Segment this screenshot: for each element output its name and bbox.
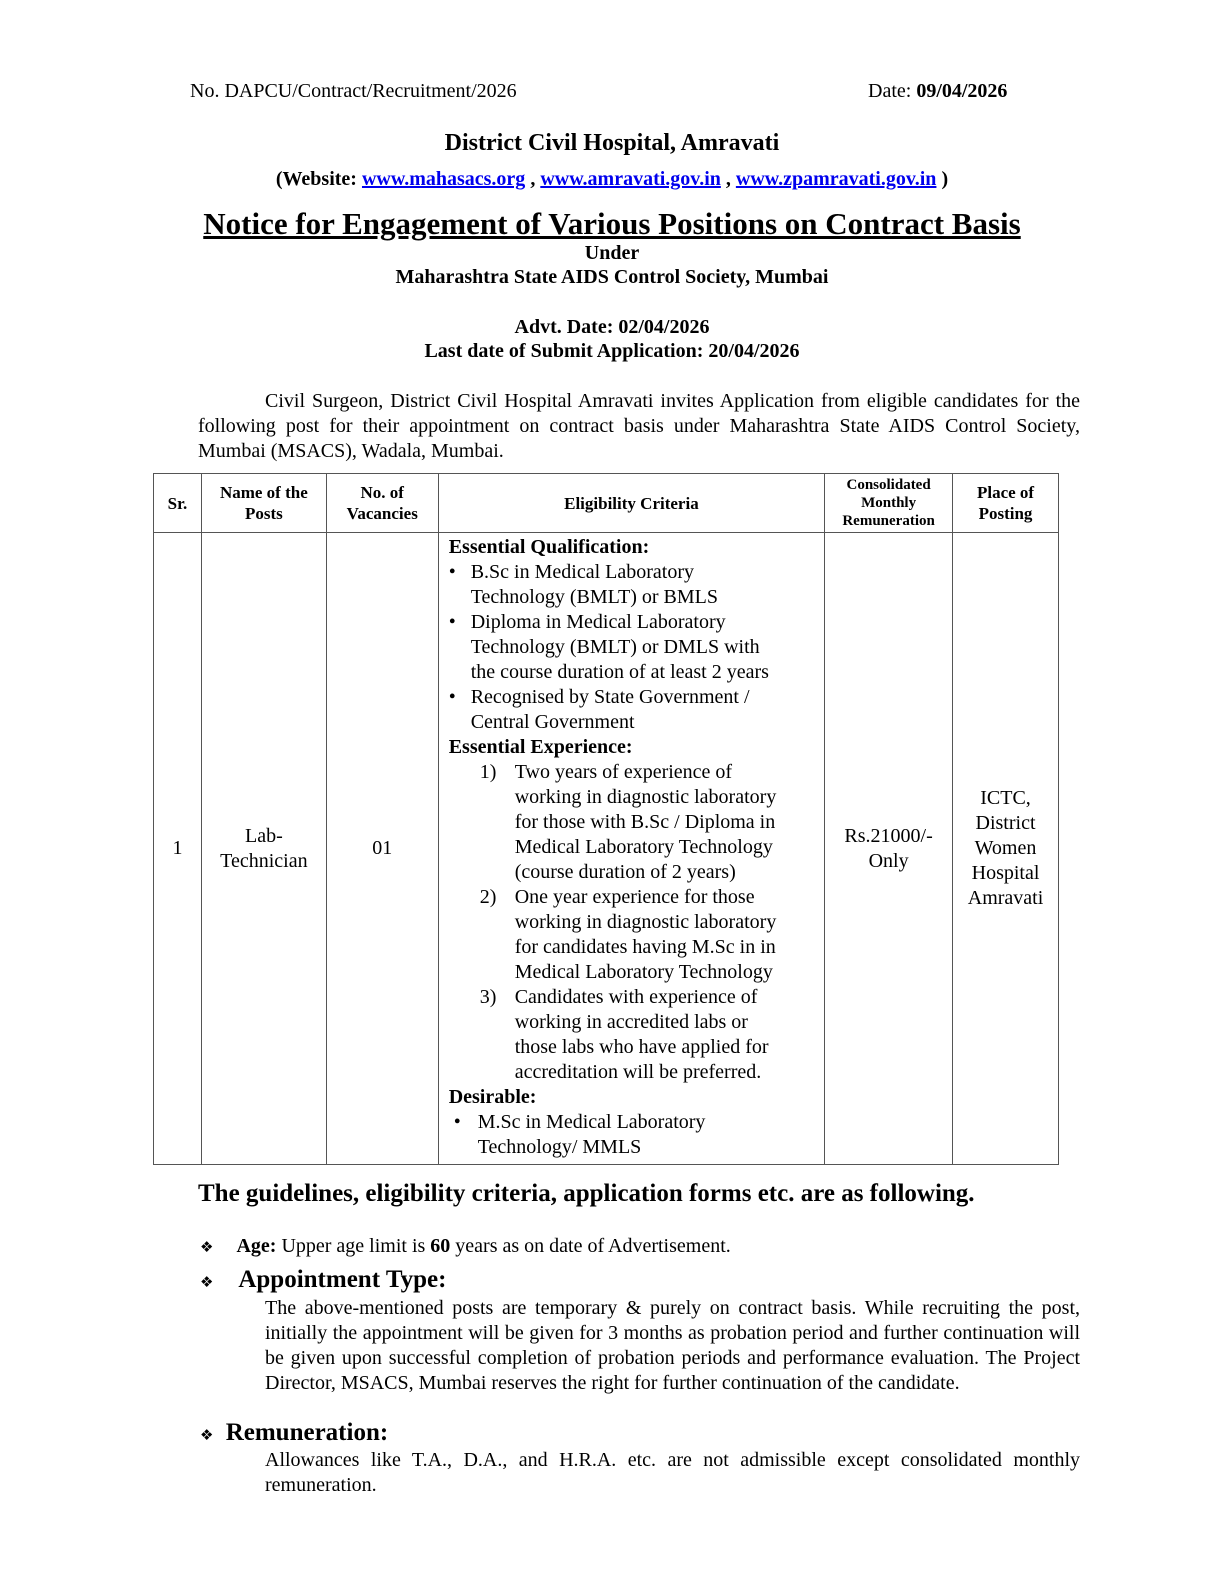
table-row [154,533,1059,1165]
qualification-line: Recognised by State Government / [470,686,750,708]
experience-line: Medical Laboratory Technology [514,961,773,983]
notice-date [868,80,1007,103]
qualification-line: B.Sc in Medical Laboratory [470,561,694,583]
bullet-icon: • [448,561,456,583]
link-zpamravati[interactable]: www.zpamravati.gov.in [735,168,937,190]
link-mahasacs[interactable]: www.mahasacs.org [361,168,526,190]
desirable-item [449,1110,820,1160]
remuneration-amount: Rs.21000/- [844,824,933,847]
age-text-before: Upper age limit is [281,1235,426,1257]
bullet-icon: • [448,611,456,633]
qualification-item [449,610,820,685]
experience-line: working in diagnostic laboratory [514,911,777,933]
age-item [200,1235,731,1258]
age-label: Age: [236,1235,277,1257]
reference-number: No. DAPCU/Contract/Recruitment/2026 [190,80,517,102]
intro-paragraph: Civil Surgeon, District Civil Hospital Amravati invites Application from eligible candidates for the following post for their appointment on contract basis under Maharashtra State AIDS Control Society, Mumbai (MSACS), Wadala, Mumbai. [198,390,1080,462]
cell-vacancies: 01 [326,533,438,1165]
experience-line: Two years of experience of [514,761,733,783]
hospital-name: District Civil Hospital, Amravati [444,130,780,156]
table-header-row [154,474,1059,533]
qualification-item [449,685,820,735]
qualification-item [449,560,820,610]
cell-remuneration [825,533,953,1165]
experience-item [449,985,820,1085]
guidelines-heading: The guidelines, eligibility criteria, application forms etc. are as following. [198,1180,975,1207]
posting-line: Women [974,837,1037,859]
society-name: Maharashtra State AIDS Control Society, Mumbai [395,266,829,288]
positions-table [153,473,1059,1165]
under-label: Under [584,242,640,264]
remuneration-text: Allowances like T.A., D.A., and H.R.A. etc. are not admissible except consolidated monthly remuneration. [265,1449,1080,1496]
desirable-line: Technology/ MMLS [477,1136,642,1158]
qualification-line: the course duration of at least 2 years [470,661,769,683]
notice-title: Notice for Engagement of Various Positions on Contract Basis [203,206,1021,241]
website-prefix: (Website: [275,168,357,190]
appointment-heading-row [200,1266,446,1294]
age-text-after: years as on date of Advertisement. [455,1235,731,1257]
header-sr: Sr. [154,474,202,533]
bullet-icon: • [448,686,456,708]
age-value: 60 [430,1235,451,1257]
cell-posting [953,533,1059,1165]
header-eligibility: Eligibility Criteria [438,474,824,533]
cell-post-name [201,533,326,1165]
qualification-line: Technology (BMLT) or BMLS [470,586,718,608]
experience-number: 2) [479,886,497,908]
experience-line: accreditation will be preferred. [514,1061,762,1083]
posting-line: Hospital [971,862,1040,884]
posting-line: ICTC, [980,787,1031,809]
qualification-line: Diploma in Medical Laboratory [470,611,726,633]
header-vacancies: No. of Vacancies [326,474,438,533]
remuneration-heading: Remuneration: [225,1419,389,1446]
experience-line: (course duration of 2 years) [514,861,736,883]
diamond-bullet-icon: ❖ [200,1273,214,1291]
experience-number: 3) [479,986,497,1008]
link-amravati[interactable]: www.amravati.gov.in [540,168,721,190]
desirable-heading: Desirable: [448,1086,537,1108]
cell-sr: 1 [154,533,202,1165]
website-suffix: ) [941,168,949,190]
diamond-bullet-icon: ❖ [200,1238,214,1256]
post-name-line: Technician [220,849,308,872]
remuneration-only: Only [868,849,909,872]
cell-eligibility [438,533,824,1165]
essential-experience-heading: Essential Experience: [448,736,633,758]
website-sep: , [725,168,731,190]
experience-line: working in accredited labs or [514,1011,748,1033]
experience-line: for those with B.Sc / Diploma in [514,811,776,833]
desirable-line: M.Sc in Medical Laboratory [477,1111,706,1133]
experience-line: for candidates having M.Sc in in [514,936,776,958]
header-post-name: Name of the Posts [201,474,326,533]
experience-item [449,760,820,885]
website-line [0,168,1224,191]
website-sep: , [530,168,536,190]
experience-line: One year experience for those [514,886,755,908]
experience-number: 1) [479,761,497,783]
diamond-bullet-icon: ❖ [200,1426,214,1444]
posting-line: District [975,812,1036,834]
appointment-text: The above-mentioned posts are temporary & purely on contract basis. While recruiting the post, initially the appointment will be given for 3 months as probation period and further continuation will be given upon successful completion of probation periods and performance evaluation. The Project Director, MSACS, Mumbai reserves the right for further continuation of the candidate. [265,1297,1080,1394]
qualification-line: Central Government [470,711,635,733]
experience-line: working in diagnostic laboratory [514,786,777,808]
header-remuneration: Consolidated Monthly Remuneration [825,474,953,533]
last-date: Last date of Submit Application: 20/04/2026 [424,340,800,362]
date-value: 09/04/2026 [916,80,1008,102]
experience-item [449,885,820,985]
remuneration-heading-row [200,1419,388,1447]
experience-line: Candidates with experience of [514,986,758,1008]
post-name-line: Lab- [244,824,283,847]
qualification-line: Technology (BMLT) or DMLS with [470,636,760,658]
essential-qualification-heading: Essential Qualification: [448,536,650,558]
posting-line: Amravati [967,887,1044,909]
advt-date: Advt. Date: 02/04/2026 [514,316,710,338]
appointment-heading: Appointment Type: [238,1266,447,1293]
bullet-icon: • [453,1111,461,1133]
experience-line: those labs who have applied for [514,1036,769,1058]
experience-line: Medical Laboratory Technology [514,836,773,858]
date-label: Date: [868,80,912,102]
header-posting: Place of Posting [953,474,1059,533]
